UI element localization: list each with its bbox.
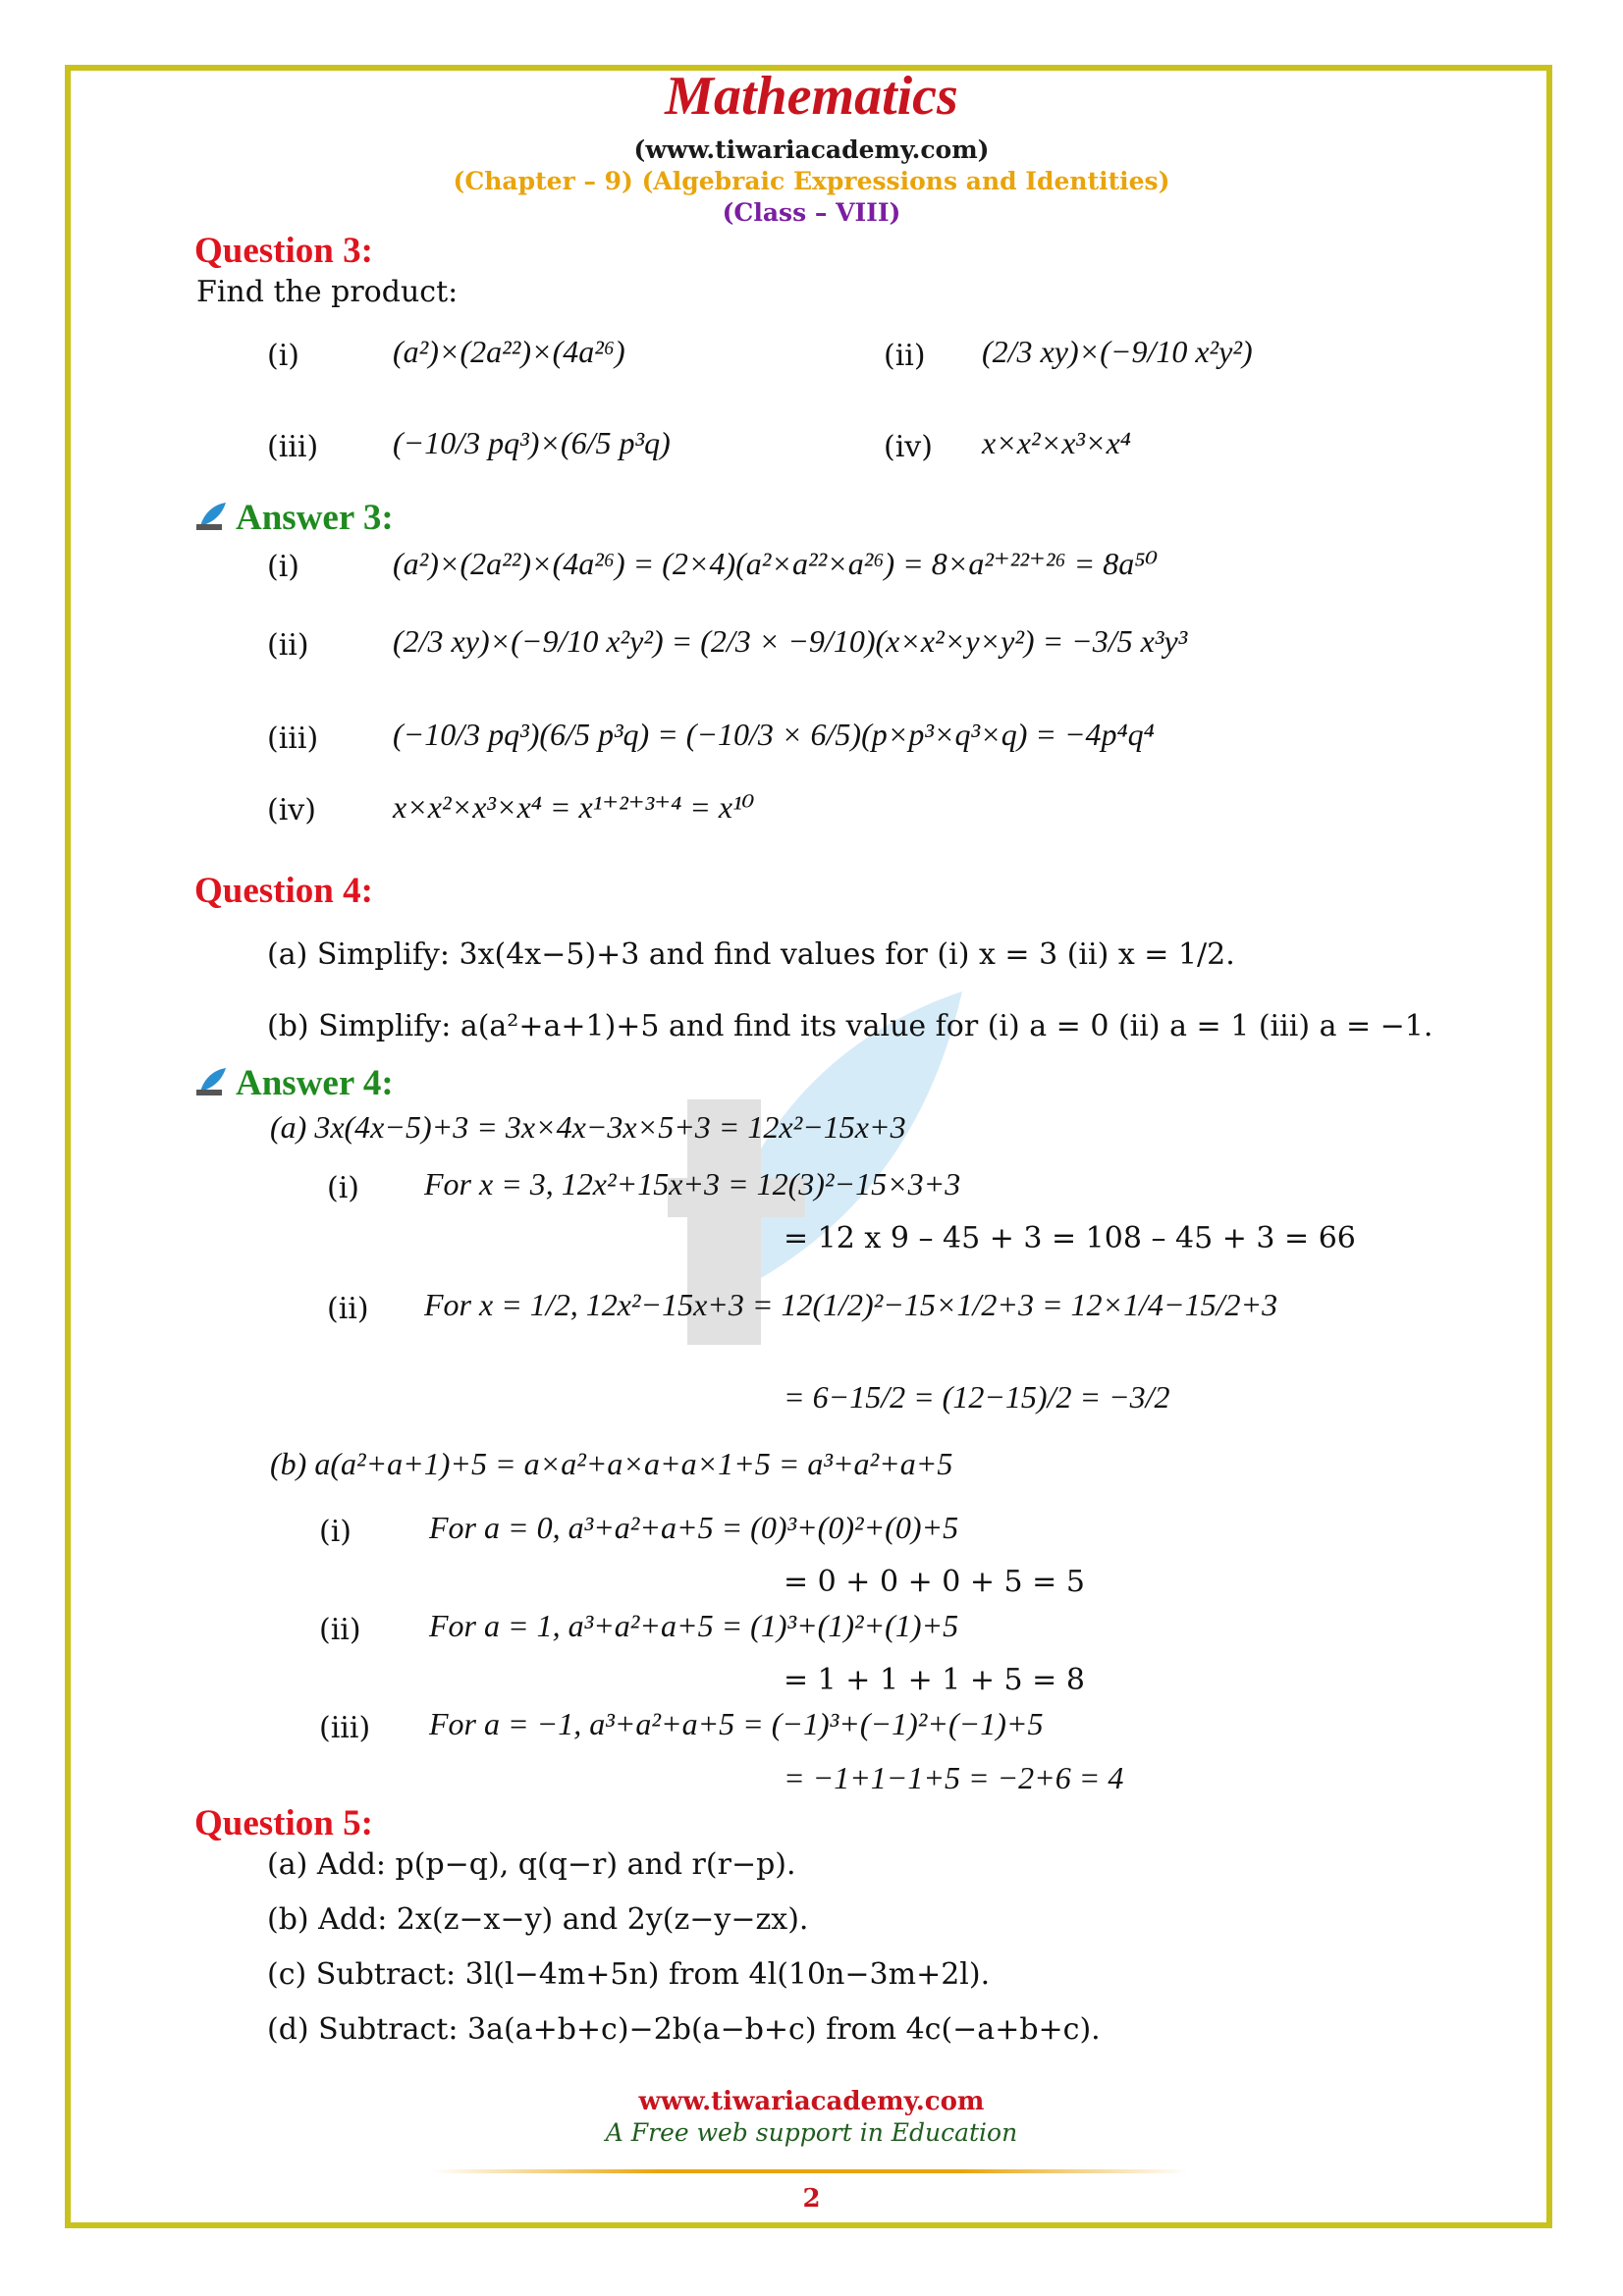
a4-part-a: (a) 3x(4x−5)+3 = 3x×4x−3x×5+3 = 12x²−15x+3 <box>270 1109 906 1145</box>
tiwari-pen-icon <box>194 501 228 532</box>
question-3-heading: Question 3: <box>194 231 373 271</box>
question-3-prompt: Find the product: <box>196 275 459 309</box>
question-5-item: (c) Subtract: 3l(l−4m+5n) from 4l(10n−3m+2l). <box>267 1957 991 1992</box>
answer-3-heading: Answer 3: <box>236 498 394 538</box>
tiwari-pen-icon <box>194 1066 228 1097</box>
q3-item-expr: (a²)×(2a²²)×(4a²⁶) <box>393 334 625 369</box>
a3-line-expr: (a²)×(2a²²)×(4a²⁶) = (2×4)(a²×a²²×a²⁶) = 8×a²⁺²²⁺²⁶ = 8a⁵⁰ <box>393 546 1159 581</box>
chapter-subtitle: (Chapter – 9) (Algebraic Expressions and Identities) <box>453 167 1170 195</box>
q3-item-label: (iii) <box>267 430 319 464</box>
a4-a-i-line-1: For x = 3, 12x²+15x+3 = 12(3)²−15×3+3 <box>424 1166 961 1201</box>
a3-line-label: (i) <box>267 550 300 584</box>
footer-website-link[interactable]: www.tiwariacademy.com <box>638 2087 985 2116</box>
a4-b-ii-line-1: For a = 1, a³+a²+a+5 = (1)³+(1)²+(1)+5 <box>429 1608 959 1643</box>
footer-divider <box>432 2169 1188 2173</box>
a4-part-b: (b) a(a²+a+1)+5 = a×a²+a×a+a×1+5 = a³+a²+a+5 <box>270 1446 953 1481</box>
page-number: 2 <box>802 2184 821 2214</box>
q3-item-expr: (2/3 xy)×(−9/10 x²y²) <box>982 334 1253 369</box>
a4-b-iii-label: (iii) <box>319 1711 371 1745</box>
a4-b-i-label: (i) <box>319 1515 352 1549</box>
a4-b-i-line-2: = 0 + 0 + 0 + 5 = 5 <box>784 1565 1085 1599</box>
question-4-heading: Question 4: <box>194 871 373 911</box>
question-5-item: (a) Add: p(p−q), q(q−r) and r(r−p). <box>267 1847 796 1882</box>
question-5-item: (d) Subtract: 3a(a+b+c)−2b(a−b+c) from 4c(−a+b+c). <box>267 2012 1101 2047</box>
question-5-item: (b) Add: 2x(z−x−y) and 2y(z−y−zx). <box>267 1902 809 1937</box>
page-title: Mathematics <box>665 66 958 127</box>
a4-a-ii-line-1: For x = 1/2, 12x²−15x+3 = 12(1/2)²−15×1/2+3 = 12×1/4−15/2+3 <box>424 1287 1278 1322</box>
q3-item-expr: (−10/3 pq³)×(6/5 p³q) <box>393 425 671 460</box>
a4-a-i-label: (i) <box>327 1171 360 1205</box>
question-4-part-b: (b) Simplify: a(a²+a+1)+5 and find its value for (i) a = 0 (ii) a = 1 (iii) a = −1. <box>267 1009 1434 1043</box>
answer-4-heading: Answer 4: <box>236 1063 394 1103</box>
a3-line-expr: (−10/3 pq³)(6/5 p³q) = (−10/3 × 6/5)(p×p³×q³×q) = −4p⁴q⁴ <box>393 717 1155 752</box>
a4-b-iii-line-1: For a = −1, a³+a²+a+5 = (−1)³+(−1)²+(−1)+5 <box>429 1706 1044 1741</box>
a3-line-label: (ii) <box>267 628 309 663</box>
website-subtitle: (www.tiwariacademy.com) <box>633 135 990 164</box>
question-4-part-a: (a) Simplify: 3x(4x−5)+3 and find values for (i) x = 3 (ii) x = 1/2. <box>267 937 1235 972</box>
a4-a-ii-line-2: = 6−15/2 = (12−15)/2 = −3/2 <box>784 1379 1170 1415</box>
a3-line-label: (iv) <box>267 793 316 828</box>
q3-item-label: (i) <box>267 339 300 373</box>
q3-item-label: (ii) <box>884 339 926 373</box>
a4-b-iii-line-2: = −1+1−1+5 = −2+6 = 4 <box>784 1760 1124 1795</box>
a3-line-expr: x×x²×x³×x⁴ = x¹⁺²⁺³⁺⁴ = x¹⁰ <box>393 789 755 825</box>
a4-b-ii-line-2: = 1 + 1 + 1 + 5 = 8 <box>784 1663 1085 1697</box>
question-5-heading: Question 5: <box>194 1803 373 1843</box>
q3-item-label: (iv) <box>884 430 933 464</box>
a4-b-ii-label: (ii) <box>319 1613 361 1647</box>
a4-b-i-line-1: For a = 0, a³+a²+a+5 = (0)³+(0)²+(0)+5 <box>429 1510 959 1545</box>
footer-tagline: A Free web support in Education <box>605 2118 1018 2147</box>
a4-a-i-line-2: = 12 x 9 – 45 + 3 = 108 – 45 + 3 = 66 <box>784 1221 1356 1255</box>
a3-line-expr: (2/3 xy)×(−9/10 x²y²) = (2/3 × −9/10)(x×x²×y×y²) = −3/5 x³y³ <box>393 623 1188 659</box>
a3-line-label: (iii) <box>267 721 319 756</box>
class-subtitle: (Class – VIII) <box>722 198 901 227</box>
a4-a-ii-label: (ii) <box>327 1292 369 1326</box>
q3-item-expr: x×x²×x³×x⁴ <box>982 425 1131 460</box>
